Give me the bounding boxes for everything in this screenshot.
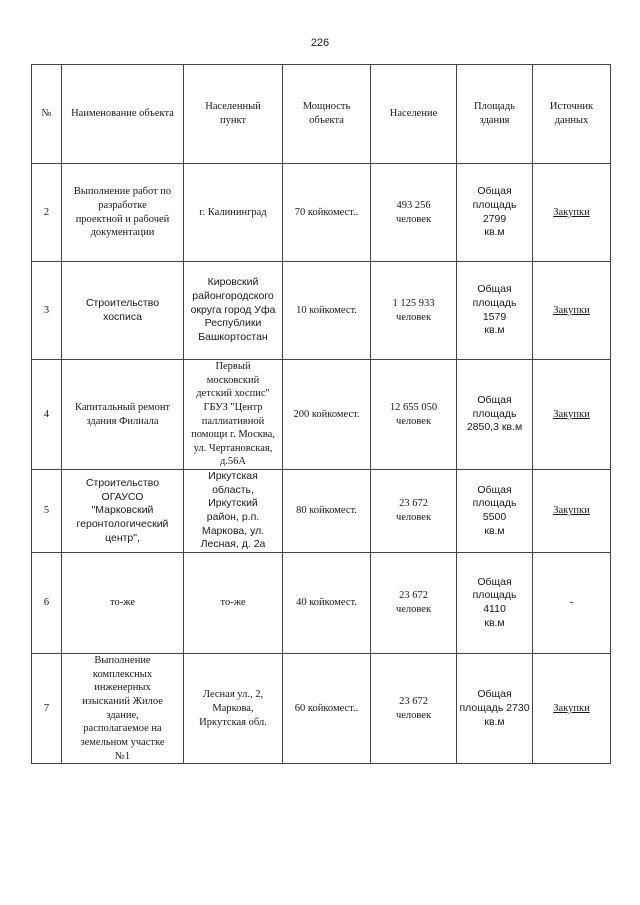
header-area: Площадь здания — [457, 65, 533, 164]
header-capacity: Мощность объекта — [283, 65, 371, 164]
cell-capacity: 40 койкомест. — [283, 553, 371, 654]
cell-capacity: 70 койкомест.. — [283, 164, 371, 262]
cell-capacity: 200 койкомест. — [283, 360, 371, 470]
cell-num: 3 — [32, 262, 62, 360]
table-row — [32, 360, 611, 470]
cell-locality: Лесная ул., 2, Маркова, Иркутская обл. — [184, 654, 283, 764]
table-row — [32, 262, 611, 360]
cell-area: Общая площадь 2730 кв.м — [457, 654, 533, 764]
cell-population: 23 672 человек — [371, 553, 457, 654]
header-source: Источник данных — [533, 65, 611, 164]
cell-area: Общая площадь 2799 кв.м — [457, 164, 533, 262]
table-header-row — [32, 65, 611, 164]
page-number: 226 — [310, 37, 330, 49]
cell-num: 6 — [32, 553, 62, 654]
header-locality: Населенный пункт — [184, 65, 283, 164]
cell-name: Строительство ОГАУСО "Марковский геронтологический центр", — [62, 470, 184, 553]
cell-population: 23 672 человек — [371, 470, 457, 553]
cell-num: 2 — [32, 164, 62, 262]
objects-table — [31, 64, 611, 764]
cell-locality: Первый московский детский хоспис" ГБУЗ "Центр паллиативной помощи г. Москва, ул. Чертановская, д.56А — [184, 360, 283, 470]
cell-source — [533, 470, 611, 553]
source-link[interactable]: Закупки — [553, 304, 590, 316]
cell-source — [533, 262, 611, 360]
cell-source — [533, 360, 611, 470]
cell-num: 4 — [32, 360, 62, 470]
cell-locality: г. Калининград — [184, 164, 283, 262]
source-link[interactable]: Закупки — [553, 206, 590, 218]
cell-population: 493 256 человек — [371, 164, 457, 262]
cell-population: 1 125 933 человек — [371, 262, 457, 360]
cell-name: Капитальный ремонт здания Филиала — [62, 360, 184, 470]
cell-locality: Иркутская область, Иркутский район, р.п. Маркова, ул. Лесная, д. 2а — [184, 470, 283, 553]
header-num: № — [32, 65, 62, 164]
cell-source: - — [533, 553, 611, 654]
cell-area: Общая площадь 2850,3 кв.м — [457, 360, 533, 470]
source-link[interactable]: Закупки — [553, 408, 590, 420]
source-link[interactable]: Закупки — [553, 702, 590, 714]
cell-name: Строительство хосписа — [62, 262, 184, 360]
cell-population: 12 655 050 человек — [371, 360, 457, 470]
cell-name: то-же — [62, 553, 184, 654]
cell-source — [533, 164, 611, 262]
cell-source — [533, 654, 611, 764]
cell-capacity: 10 койкомест. — [283, 262, 371, 360]
cell-area: Общая площадь 1579 кв.м — [457, 262, 533, 360]
table-row — [32, 164, 611, 262]
cell-area: Общая площадь 4110 кв.м — [457, 553, 533, 654]
cell-num: 7 — [32, 654, 62, 764]
cell-name: Выполнение комплексных инженерных изысканий Жилое здание, располагаемое на земельном участке №1 — [62, 654, 184, 764]
cell-locality: Кировский районгородского округа город Уфа Республики Башкортостан — [184, 262, 283, 360]
table-row — [32, 654, 611, 764]
cell-area: Общая площадь 5500 кв.м — [457, 470, 533, 553]
table-row — [32, 553, 611, 654]
header-name: Наименование объекта — [62, 65, 184, 164]
cell-capacity: 80 койкомест. — [283, 470, 371, 553]
header-population: Население — [371, 65, 457, 164]
cell-capacity: 60 койкомест.. — [283, 654, 371, 764]
cell-population: 23 672 человек — [371, 654, 457, 764]
cell-locality: то-же — [184, 553, 283, 654]
cell-num: 5 — [32, 470, 62, 553]
source-link[interactable]: Закупки — [553, 505, 590, 517]
cell-name: Выполнение работ по разработке проектной и рабочей документации — [62, 164, 184, 262]
table-row — [32, 470, 611, 553]
